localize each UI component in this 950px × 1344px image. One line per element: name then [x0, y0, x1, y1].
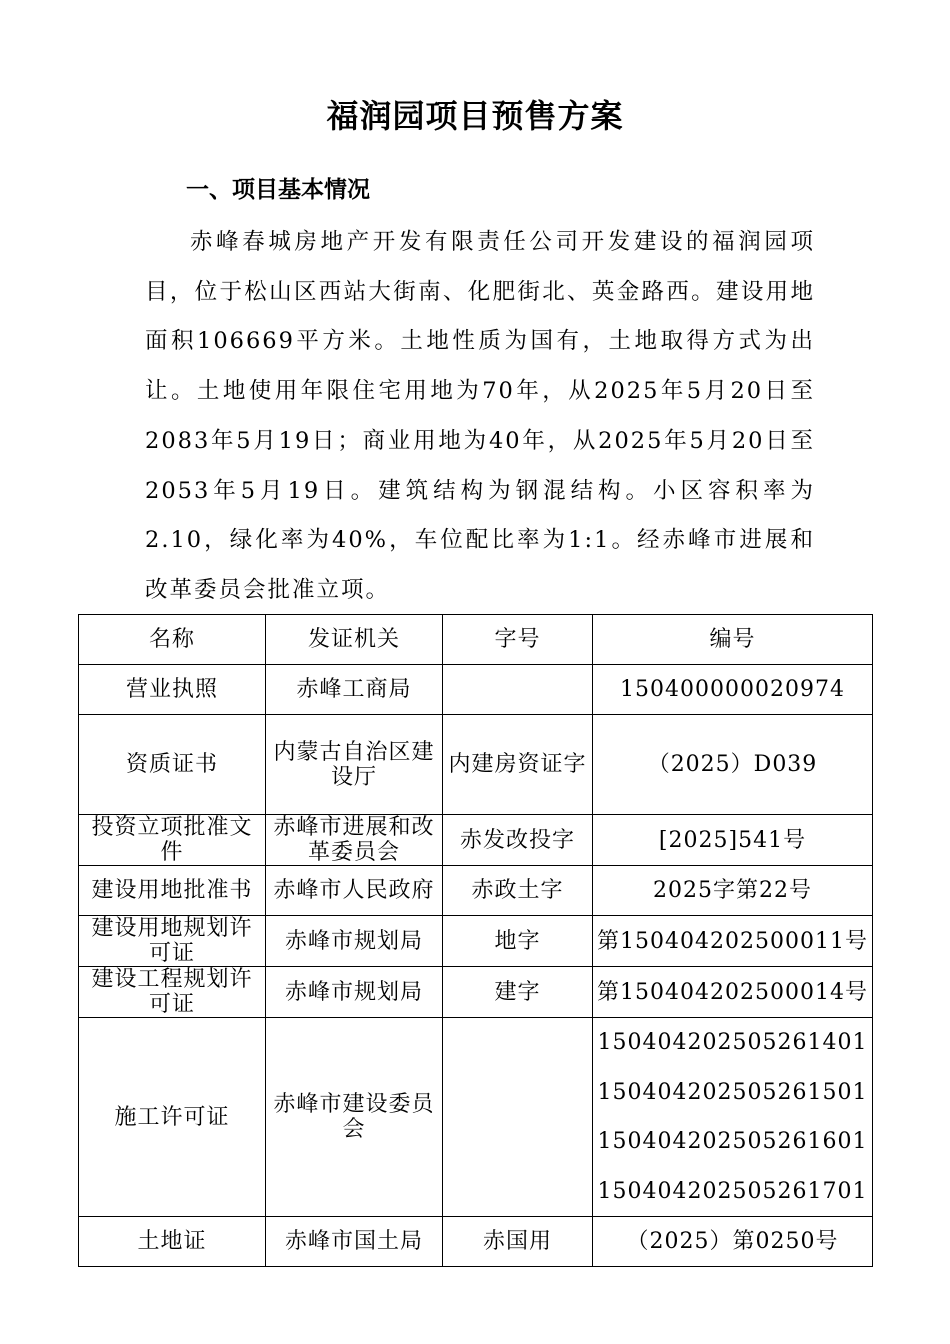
cell-number: （2025）第0250号: [593, 1217, 873, 1267]
header-number: 编号: [593, 615, 873, 665]
cell-ref: 地字: [443, 916, 593, 967]
cell-issuer: 内蒙古自治区建设厅: [266, 715, 443, 815]
cell-issuer: 赤峰市规划局: [266, 967, 443, 1018]
cell-name: 土地证: [79, 1217, 266, 1267]
permit-number: 150404202505261401: [597, 1030, 868, 1055]
table-row: [79, 1018, 873, 1217]
table-row: [79, 815, 873, 866]
table-row: [79, 715, 873, 815]
cell-number: 2025字第22号: [593, 866, 873, 916]
header-name: 名称: [79, 615, 266, 665]
cell-ref: 内建房资证字: [443, 715, 593, 815]
table-row: [79, 1217, 873, 1267]
cell-ref: [443, 1018, 593, 1217]
section-heading: 一、项目基本情况: [186, 176, 370, 203]
table-row: [79, 665, 873, 715]
table-row: [79, 967, 873, 1018]
cell-name: 资质证书: [79, 715, 266, 815]
cell-name: 建设工程规划许可证: [79, 967, 266, 1018]
cell-ref: 赤发改投字: [443, 815, 593, 866]
cell-ref: 赤国用: [443, 1217, 593, 1267]
cell-issuer: 赤峰市规划局: [266, 916, 443, 967]
cell-number: 150400000020974: [593, 665, 873, 715]
cell-ref: [443, 665, 593, 715]
cell-issuer: 赤峰市人民政府: [266, 866, 443, 916]
cell-name: 投资立项批准文件: [79, 815, 266, 866]
cell-issuer: 赤峰市建设委员会: [266, 1018, 443, 1217]
cell-number: 第150404202500011号: [593, 916, 873, 967]
cell-name: 营业执照: [79, 665, 266, 715]
certificate-table: [78, 614, 873, 1267]
table-row: [79, 866, 873, 916]
cell-number: [2025]541号: [593, 815, 873, 866]
cell-name: 施工许可证: [79, 1018, 266, 1217]
cell-issuer: 赤峰工商局: [266, 665, 443, 715]
permit-number: 150404202505261601: [597, 1129, 868, 1154]
header-ref: 字号: [443, 615, 593, 665]
cell-number: （2025）D039: [593, 715, 873, 815]
table-row: [79, 916, 873, 967]
cell-name: 建设用地批准书: [79, 866, 266, 916]
permit-number: 150404202505261501: [597, 1079, 868, 1105]
cell-issuer: 赤峰市国土局: [266, 1217, 443, 1267]
cell-ref: 建字: [443, 967, 593, 1018]
cell-ref: 赤政土字: [443, 866, 593, 916]
cell-issuer: 赤峰市进展和改革委员会: [266, 815, 443, 866]
table-header-row: [79, 615, 873, 665]
header-issuer: 发证机关: [266, 615, 443, 665]
project-description: 赤峰春城房地产开发有限责任公司开发建设的福润园项目，位于松山区西站大街南、化肥街北、英金路西。建设用地面积106669平方米。土地性质为国有，土地取得方式为出让。土地使用年限住宅用地为70年，从2025年5月20日至2083年5月19日；商业用地为40年，从2025年5月20日至2053年5月19日。建筑结构为钢混结构。小区容积率为2.10，绿化率为40%，车位配比率为1:1。经赤峰市进展和改革委员会批准立项。: [145, 229, 815, 603]
permit-number: 150404202505261701: [597, 1178, 868, 1204]
cell-name: 建设用地规划许可证: [79, 916, 266, 967]
cell-number-list: [593, 1018, 873, 1217]
cell-number: 第150404202500014号: [593, 967, 873, 1018]
document-title: 福润园项目预售方案: [326, 97, 624, 135]
